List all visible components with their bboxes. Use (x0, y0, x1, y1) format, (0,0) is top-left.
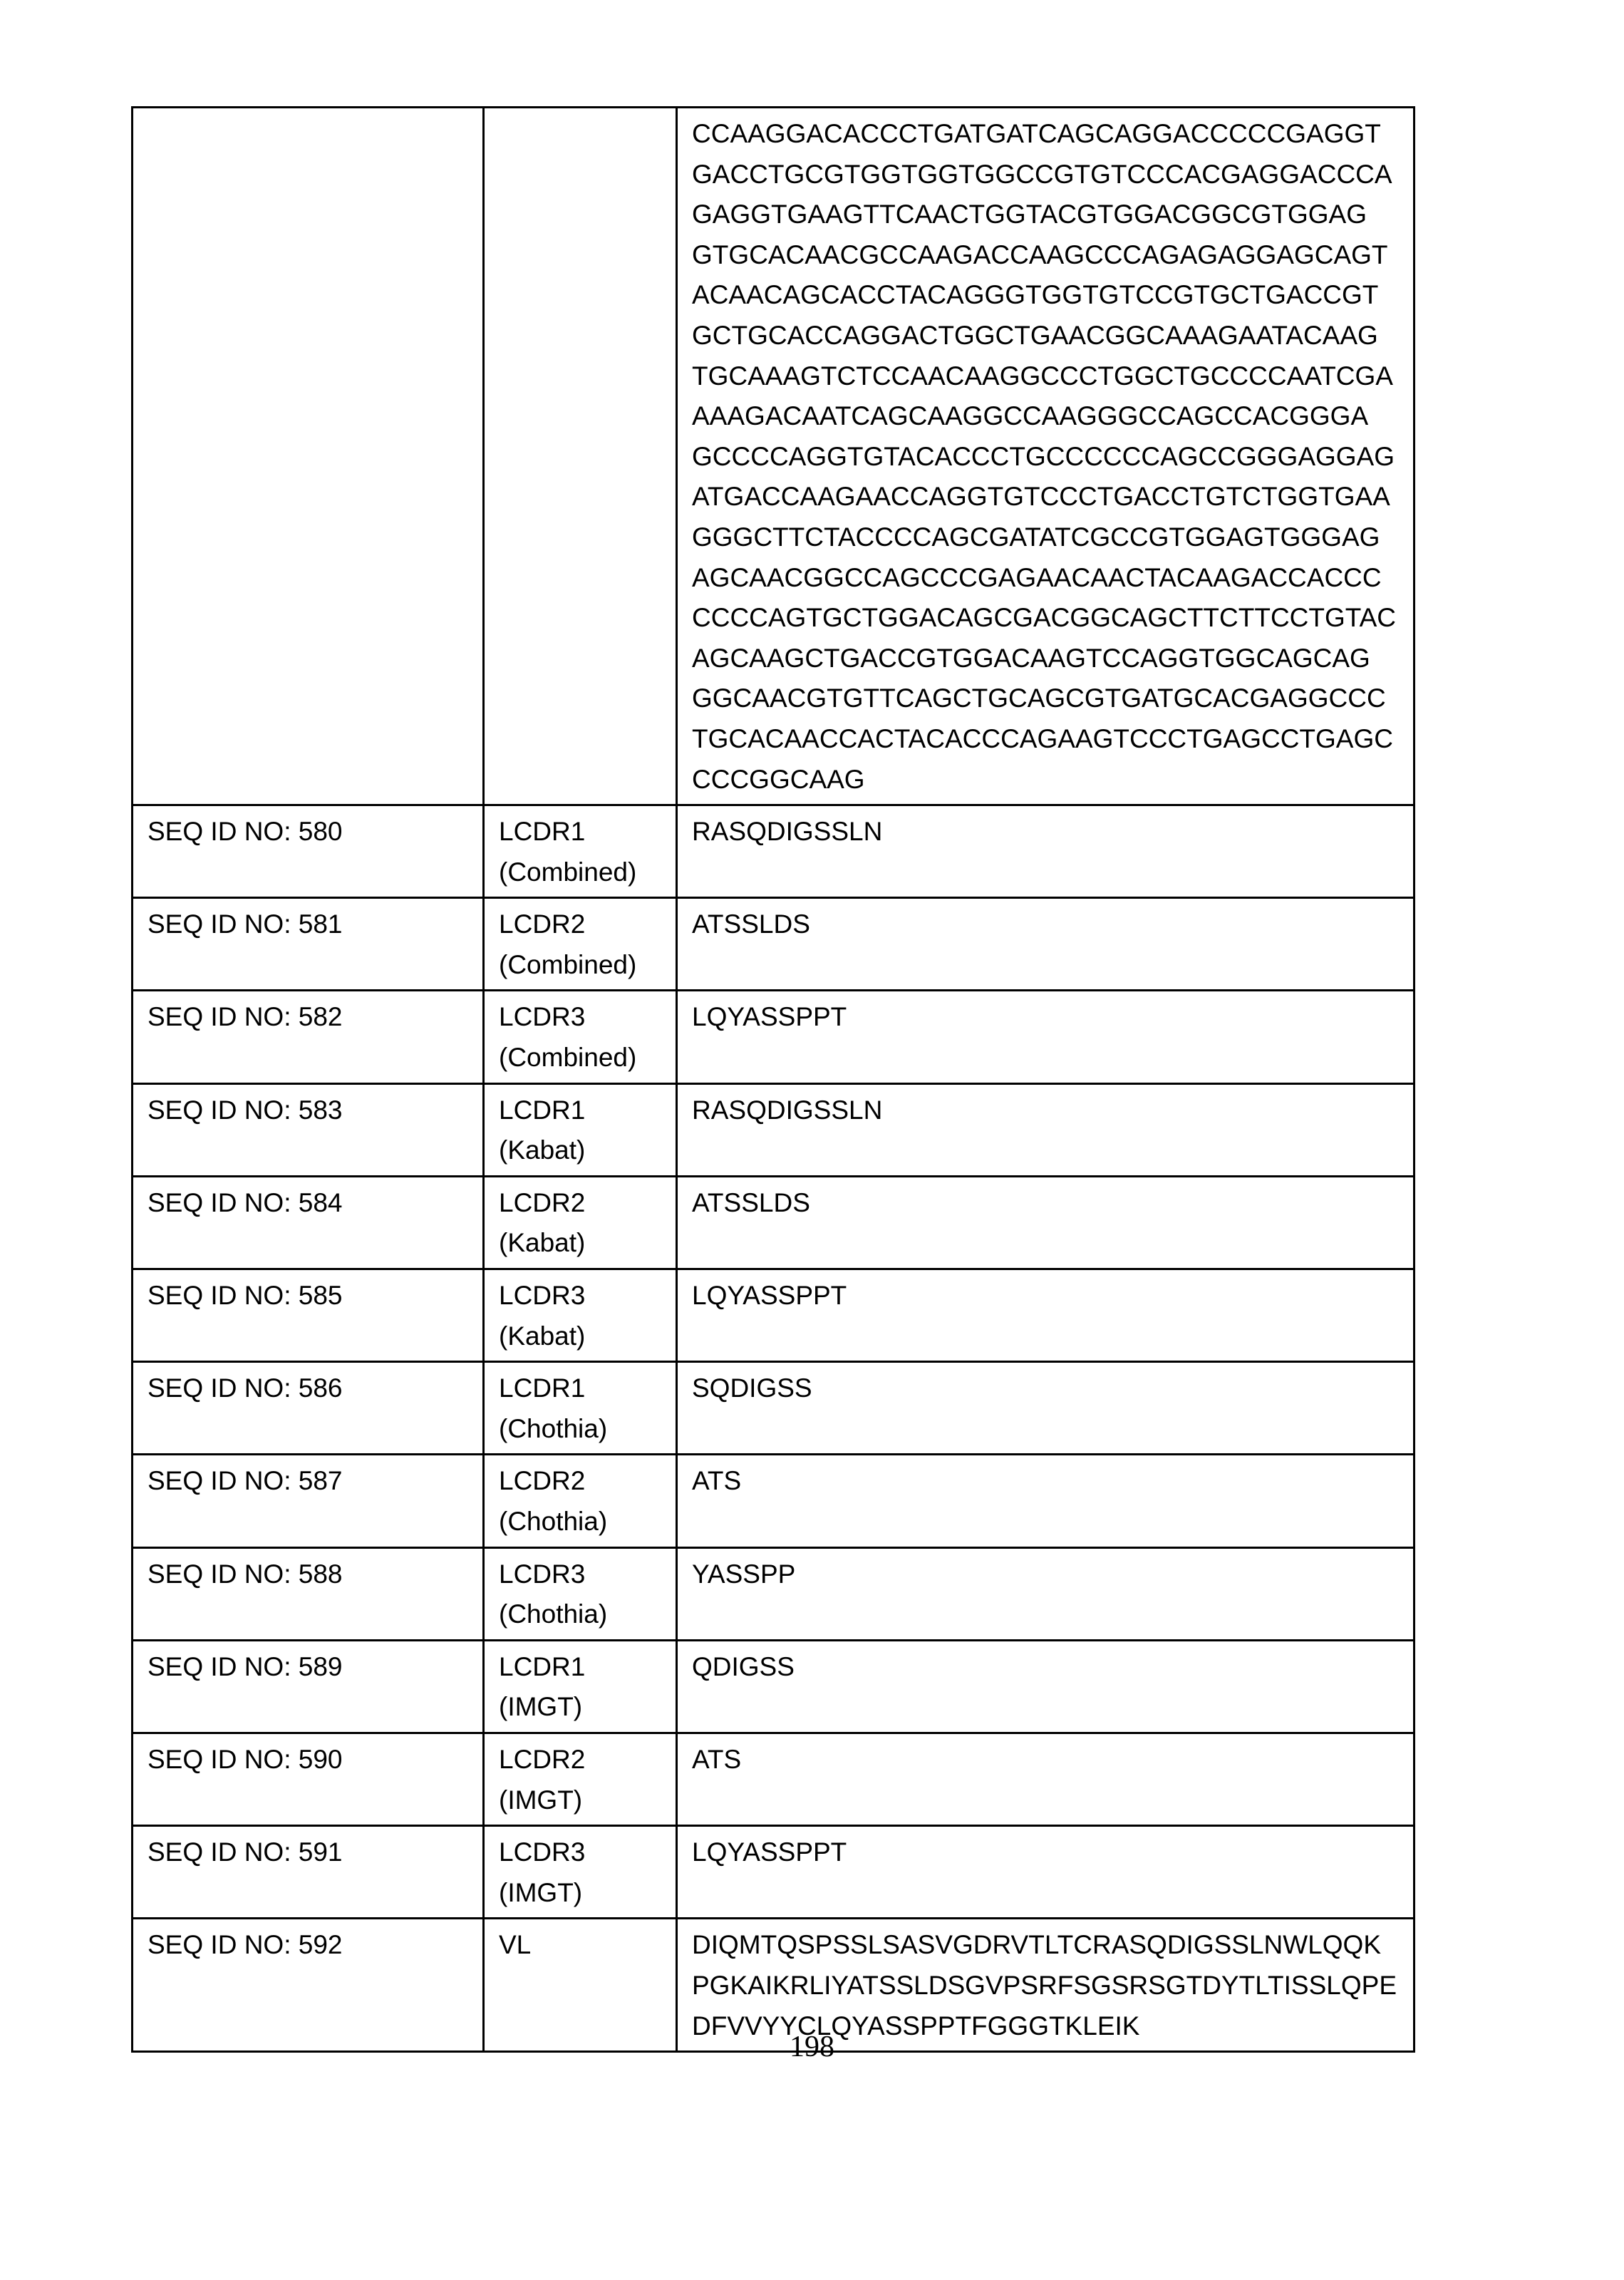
sequence-line: CCCGGCAAG (692, 760, 1399, 800)
seq-id-cell (133, 1455, 484, 1547)
region-label: (Chothia) (499, 1594, 661, 1635)
region-label: LCDR1 (499, 1368, 661, 1409)
seq-id-cell (133, 1826, 484, 1919)
sequence-line: TGCAAAGTCTCCAACAAGGCCCTGGCTGCCCCAATCGA (692, 356, 1399, 397)
region-cell (484, 1176, 677, 1269)
sequence-line: TGCACAACCACTACACCCAGAAGTCCCTGAGCCTGAGC (692, 719, 1399, 760)
sequence-line: RASQDIGSSLN (692, 812, 1399, 852)
table-row (133, 108, 1414, 805)
sequence-line: QDIGSS (692, 1647, 1399, 1688)
region-label: (IMGT) (499, 1873, 661, 1914)
region-label: (Chothia) (499, 1502, 661, 1542)
seq-id: SEQ ID NO: 582 (148, 997, 468, 1038)
region-cell (484, 1547, 677, 1640)
sequence-line: GGGCTTCTACCCCAGCGATATCGCCGTGGAGTGGGAG (692, 517, 1399, 558)
region-label: LCDR2 (499, 904, 661, 945)
region-cell (484, 991, 677, 1083)
sequence-line: LQYASSPPT (692, 1276, 1399, 1316)
seq-id-cell (133, 1640, 484, 1733)
sequence-cell (677, 1547, 1414, 1640)
sequence-line: LQYASSPPT (692, 997, 1399, 1038)
seq-id: SEQ ID NO: 586 (148, 1368, 468, 1409)
region-label: (IMGT) (499, 1687, 661, 1728)
sequence-line: ATGACCAAGAACCAGGTGTCCCTGACCTGTCTGGTGAA (692, 477, 1399, 517)
table-row (133, 1362, 1414, 1455)
region-label: (Combined) (499, 945, 661, 986)
sequence-line: ATS (692, 1461, 1399, 1502)
region-cell (484, 898, 677, 991)
seq-id: SEQ ID NO: 590 (148, 1740, 468, 1780)
seq-id: SEQ ID NO: 583 (148, 1090, 468, 1131)
region-label: LCDR3 (499, 1276, 661, 1316)
region-label: LCDR3 (499, 1832, 661, 1873)
table-row (133, 1733, 1414, 1825)
sequence-cell (677, 1455, 1414, 1547)
seq-id-cell (133, 108, 484, 805)
sequence-line: AGCAAGCTGACCGTGGACAAGTCCAGGTGGCAGCAG (692, 639, 1399, 679)
table-row (133, 1455, 1414, 1547)
region-label: (IMGT) (499, 1780, 661, 1821)
region-cell (484, 1455, 677, 1547)
sequence-line: LQYASSPPT (692, 1832, 1399, 1873)
sequence-cell (677, 108, 1414, 805)
seq-id-cell (133, 1547, 484, 1640)
seq-id-cell (133, 1176, 484, 1269)
sequence-line: GCTGCACCAGGACTGGCTGAACGGCAAAGAATACAAG (692, 316, 1399, 356)
table-row (133, 1269, 1414, 1362)
table-row (133, 1176, 1414, 1269)
sequence-line: GGCAACGTGTTCAGCTGCAGCGTGATGCACGAGGCCC (692, 679, 1399, 719)
region-label: LCDR1 (499, 1647, 661, 1688)
region-label: (Kabat) (499, 1223, 661, 1264)
sequence-line: CCCCAGTGCTGGACAGCGACGGCAGCTTCTTCCTGTAC (692, 598, 1399, 639)
sequence-cell (677, 1269, 1414, 1362)
region-label: (Chothia) (499, 1409, 661, 1450)
region-cell (484, 1640, 677, 1733)
region-label: (Kabat) (499, 1316, 661, 1357)
sequence-line: RASQDIGSSLN (692, 1090, 1399, 1131)
region-cell (484, 1733, 677, 1825)
seq-id: SEQ ID NO: 587 (148, 1461, 468, 1502)
sequence-cell (677, 1640, 1414, 1733)
seq-id-cell (133, 805, 484, 898)
sequence-cell (677, 1083, 1414, 1176)
seq-id-cell (133, 1269, 484, 1362)
seq-id-cell (133, 991, 484, 1083)
table-row (133, 805, 1414, 898)
table-row (133, 1826, 1414, 1919)
sequence-cell (677, 1826, 1414, 1919)
region-label: LCDR2 (499, 1183, 661, 1224)
table-row (133, 898, 1414, 991)
seq-id: SEQ ID NO: 585 (148, 1276, 468, 1316)
region-label: LCDR3 (499, 997, 661, 1038)
sequence-cell (677, 898, 1414, 991)
sequence-line: GAGGTGAAGTTCAACTGGTACGTGGACGGCGTGGAG (692, 195, 1399, 235)
seq-id: SEQ ID NO: 581 (148, 904, 468, 945)
sequence-cell (677, 1176, 1414, 1269)
seq-id-cell (133, 1083, 484, 1176)
seq-id-cell (133, 1362, 484, 1455)
region-label: LCDR3 (499, 1554, 661, 1595)
region-cell (484, 1269, 677, 1362)
sequence-line: DIQMTQSPSSLSASVGDRVTLTCRASQDIGSSLNWLQQK (692, 1925, 1399, 1966)
sequence-line: SQDIGSS (692, 1368, 1399, 1409)
sequence-line: AAAGACAATCAGCAAGGCCAAGGGCCAGCCACGGGA (692, 396, 1399, 437)
region-label: (Combined) (499, 852, 661, 893)
region-label: (Kabat) (499, 1130, 661, 1171)
region-cell (484, 1826, 677, 1919)
region-label: LCDR2 (499, 1740, 661, 1780)
seq-id: SEQ ID NO: 584 (148, 1183, 468, 1224)
sequence-line: PGKAIKRLIYATSSLDSGVPSRFSGSRSGTDYTLTISSLQPE (692, 1966, 1399, 2006)
region-label: LCDR2 (499, 1461, 661, 1502)
seq-id-cell (133, 1733, 484, 1825)
table-row (133, 1083, 1414, 1176)
region-label: LCDR1 (499, 1090, 661, 1131)
seq-id: SEQ ID NO: 580 (148, 812, 468, 852)
table-row (133, 1640, 1414, 1733)
sequence-cell (677, 1362, 1414, 1455)
region-cell (484, 805, 677, 898)
region-label: (Combined) (499, 1038, 661, 1078)
table-row (133, 991, 1414, 1083)
region-label: VL (499, 1925, 661, 1966)
sequence-cell (677, 805, 1414, 898)
region-cell (484, 108, 677, 805)
sequence-table (131, 106, 1415, 2053)
sequence-line: ATSSLDS (692, 1183, 1399, 1224)
sequence-line: ATS (692, 1740, 1399, 1780)
sequence-line: YASSPP (692, 1554, 1399, 1595)
seq-id-cell (133, 898, 484, 991)
sequence-line: AGCAACGGCCAGCCCGAGAACAACTACAAGACCACCC (692, 558, 1399, 599)
seq-id: SEQ ID NO: 591 (148, 1832, 468, 1873)
seq-id: SEQ ID NO: 588 (148, 1554, 468, 1595)
table-row (133, 1547, 1414, 1640)
sequence-cell (677, 1733, 1414, 1825)
region-cell (484, 1083, 677, 1176)
sequence-line: GCCCCAGGTGTACACCCTGCCCCCCAGCCGGGAGGAG (692, 437, 1399, 478)
sequence-line: CCAAGGACACCCTGATGATCAGCAGGACCCCCGAGGT (692, 114, 1399, 155)
sequence-line: ATSSLDS (692, 904, 1399, 945)
seq-id: SEQ ID NO: 589 (148, 1647, 468, 1688)
region-label: LCDR1 (499, 812, 661, 852)
page-number: 198 (0, 2030, 1624, 2064)
sequence-line: ACAACAGCACCTACAGGGTGGTGTCCGTGCTGACCGT (692, 275, 1399, 316)
sequence-line: GACCTGCGTGGTGGTGGCCGTGTCCCACGAGGACCCA (692, 155, 1399, 195)
region-cell (484, 1362, 677, 1455)
sequence-line: DFVVYYCLQYASSPPTFGGGTKLEIK (692, 2006, 1399, 2047)
sequence-cell (677, 991, 1414, 1083)
seq-id: SEQ ID NO: 592 (148, 1925, 468, 1966)
sequence-line: GTGCACAACGCCAAGACCAAGCCCAGAGAGGAGCAGT (692, 235, 1399, 276)
